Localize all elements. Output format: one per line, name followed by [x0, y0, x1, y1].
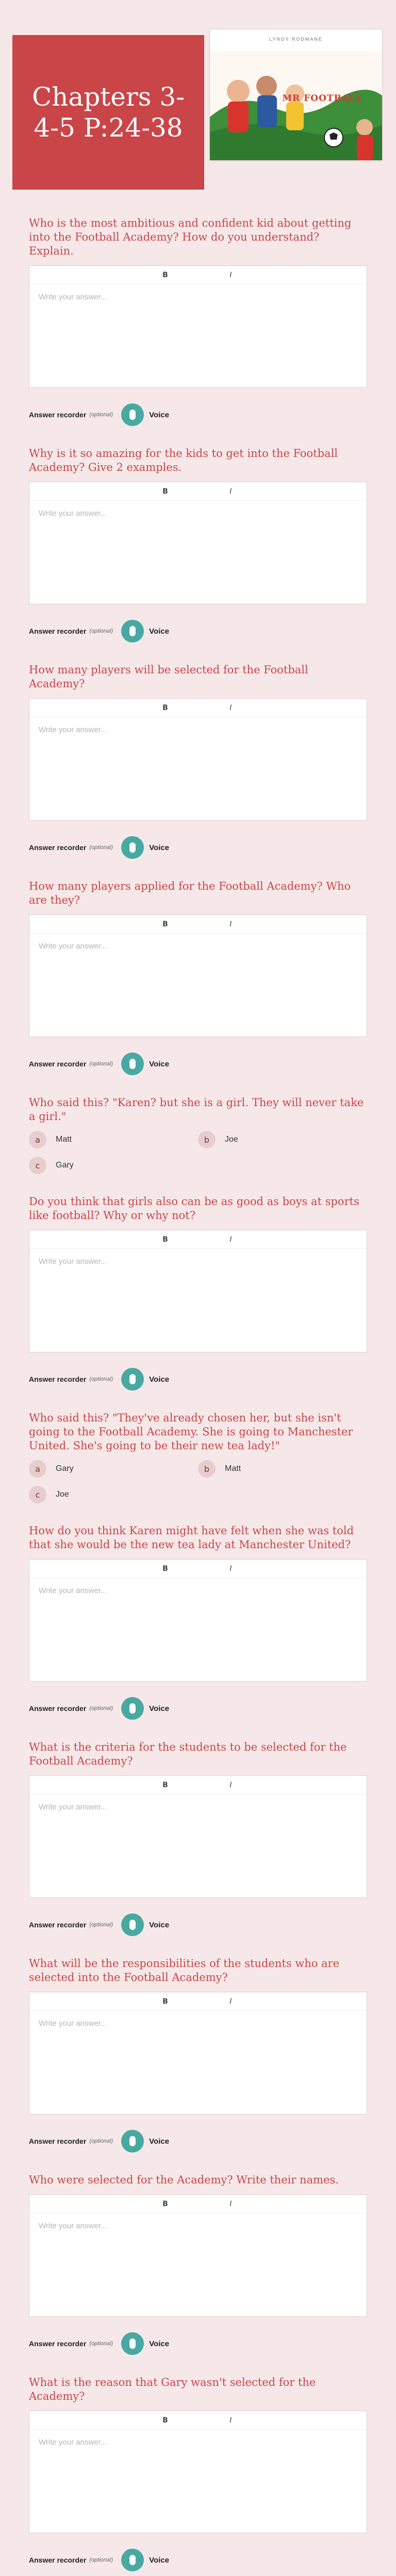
choice-option[interactable] — [29, 1460, 198, 1478]
mic-glyph — [129, 842, 136, 853]
choice-letter: b — [198, 1131, 216, 1148]
recorder-label: Answer recorder — [29, 627, 87, 635]
microphone-icon[interactable] — [121, 2332, 144, 2355]
choice-letter: a — [29, 1460, 46, 1478]
bold-button[interactable]: B — [162, 487, 168, 496]
bold-button[interactable]: B — [162, 2199, 168, 2208]
answer-input[interactable]: Write your answer... — [39, 1803, 107, 1811]
italic-button[interactable]: I — [229, 1997, 232, 2006]
question-text: Why is it so amazing for the kids to get into the Football Academy? Give 2 examples. — [29, 447, 338, 473]
voice-label: Voice — [149, 843, 170, 852]
answer-editor — [29, 1992, 367, 2114]
question-text: How many players applied for the Football Academy? Who are they? — [29, 880, 351, 906]
worksheet-header — [0, 0, 396, 206]
choice-letter: c — [29, 1486, 46, 1503]
voice-label: Voice — [149, 1059, 170, 1069]
answer-editor — [29, 698, 367, 821]
answer-recorder — [29, 1913, 367, 1936]
question-5 — [29, 1096, 367, 1174]
answer-editor — [29, 2194, 367, 2317]
mic-glyph — [129, 1703, 136, 1714]
question-list — [29, 216, 367, 2576]
editor-toolbar — [29, 482, 367, 501]
italic-button[interactable]: I — [229, 487, 232, 496]
mic-glyph — [129, 2338, 136, 2349]
bold-button[interactable]: B — [162, 1564, 168, 1573]
choice-letter: b — [198, 1460, 216, 1478]
italic-button[interactable]: I — [229, 1235, 232, 1244]
editor-toolbar — [29, 699, 367, 717]
italic-button[interactable]: I — [229, 1564, 232, 1573]
choice-letter: c — [29, 1157, 46, 1174]
recorder-optional-label: (optional) — [89, 1922, 113, 1928]
bold-button[interactable]: B — [162, 1997, 168, 2006]
question-4 — [29, 879, 367, 1075]
question-11 — [29, 2173, 367, 2355]
recorder-optional-label: (optional) — [89, 628, 113, 634]
choice-label: Matt — [56, 1135, 72, 1144]
microphone-icon[interactable] — [121, 836, 144, 859]
bold-button[interactable]: B — [162, 1781, 168, 1789]
italic-button[interactable]: I — [229, 2199, 232, 2208]
bold-button[interactable]: B — [162, 703, 168, 712]
question-3 — [29, 663, 367, 859]
bold-button[interactable]: B — [162, 920, 168, 928]
choice-option[interactable] — [29, 1131, 198, 1148]
answer-editor — [29, 265, 367, 388]
microphone-icon[interactable] — [121, 403, 144, 426]
editor-toolbar — [29, 915, 367, 934]
voice-label: Voice — [149, 2137, 170, 2146]
mic-glyph — [129, 626, 136, 636]
answer-recorder — [29, 403, 367, 426]
question-text: Do you think that girls also can be as good as boys at sports like football? Why or why not? — [29, 1195, 359, 1222]
mic-glyph — [129, 2555, 136, 2565]
voice-label: Voice — [149, 1375, 170, 1384]
recorder-label: Answer recorder — [29, 2556, 87, 2564]
recorder-label: Answer recorder — [29, 1921, 87, 1929]
choice-label: Joe — [56, 1490, 69, 1499]
answer-editor — [29, 2411, 367, 2533]
answer-recorder — [29, 2332, 367, 2355]
worksheet-title: Chapters 3-4-5 P:24-38 — [31, 82, 185, 143]
choice-options — [29, 1460, 367, 1503]
voice-label: Voice — [149, 1920, 170, 1929]
microphone-icon[interactable] — [121, 1697, 144, 1720]
voice-label: Voice — [149, 2339, 170, 2348]
choice-label: Gary — [56, 1464, 74, 1473]
choice-option[interactable] — [198, 1131, 367, 1148]
choice-options — [29, 1131, 367, 1174]
italic-button[interactable]: I — [229, 703, 232, 712]
recorder-label: Answer recorder — [29, 2137, 87, 2145]
recorder-optional-label: (optional) — [89, 412, 113, 418]
answer-input[interactable]: Write your answer... — [39, 509, 107, 518]
answer-input[interactable]: Write your answer... — [39, 293, 107, 301]
editor-toolbar — [29, 1992, 367, 2011]
choice-label: Gary — [56, 1161, 74, 1170]
voice-label: Voice — [149, 410, 170, 419]
question-6 — [29, 1195, 367, 1391]
answer-recorder — [29, 2130, 367, 2153]
question-text: Who said this? "They've already chosen her, but she isn't going to the Football Academy. She is going to Manchester United. She's going to be their new tea lady!" — [29, 1412, 353, 1452]
answer-input[interactable]: Write your answer... — [39, 1257, 107, 1266]
recorder-optional-label: (optional) — [89, 1061, 113, 1067]
recorder-optional-label: (optional) — [89, 844, 113, 851]
answer-input[interactable]: Write your answer... — [39, 2019, 107, 2028]
answer-editor — [29, 914, 367, 1037]
question-1 — [29, 216, 367, 426]
microphone-icon[interactable] — [121, 1913, 144, 1936]
book-cover-image — [209, 29, 383, 161]
answer-recorder — [29, 1053, 367, 1075]
choice-label: Matt — [225, 1464, 241, 1473]
recorder-optional-label: (optional) — [89, 1705, 113, 1711]
editor-toolbar — [29, 2411, 367, 2430]
question-7 — [29, 1411, 367, 1503]
question-8 — [29, 1524, 367, 1720]
bold-button[interactable]: B — [162, 1235, 168, 1244]
question-2 — [29, 447, 367, 642]
answer-input[interactable]: Write your answer... — [39, 725, 107, 734]
cover-title: MR FOOTBALL — [282, 93, 362, 104]
mic-glyph — [129, 410, 136, 420]
cover-author: LYNDY RODMANE — [269, 37, 323, 42]
italic-button[interactable]: I — [229, 270, 232, 279]
italic-button[interactable]: I — [229, 1781, 232, 1789]
answer-editor — [29, 1775, 367, 1898]
answer-editor — [29, 482, 367, 604]
recorder-label: Answer recorder — [29, 2340, 87, 2348]
recorder-optional-label: (optional) — [89, 1376, 113, 1382]
microphone-icon[interactable] — [121, 620, 144, 642]
question-text: Who is the most ambitious and confident kid about getting into the Football Academy? How do you understand? Explain. — [29, 217, 352, 257]
recorder-optional-label: (optional) — [89, 2341, 113, 2347]
recorder-label: Answer recorder — [29, 1375, 87, 1383]
answer-recorder — [29, 836, 367, 859]
microphone-icon[interactable] — [121, 2549, 144, 2571]
answer-input[interactable]: Write your answer... — [39, 2222, 107, 2230]
voice-label: Voice — [149, 626, 170, 636]
recorder-label: Answer recorder — [29, 1060, 87, 1068]
mic-glyph — [129, 1920, 136, 1930]
choice-option[interactable] — [29, 1486, 198, 1503]
answer-editor — [29, 1230, 367, 1352]
answer-recorder — [29, 1697, 367, 1720]
question-10 — [29, 1957, 367, 2153]
recorder-label: Answer recorder — [29, 843, 87, 852]
answer-input[interactable]: Write your answer... — [39, 1586, 107, 1595]
recorder-label: Answer recorder — [29, 1704, 87, 1713]
question-12 — [29, 2376, 367, 2571]
question-text: What is the reason that Gary wasn't selected for the Academy? — [29, 2376, 316, 2402]
recorder-optional-label: (optional) — [89, 2138, 113, 2144]
choice-option[interactable] — [29, 1157, 198, 1174]
answer-recorder — [29, 1368, 367, 1391]
question-text: What is the criteria for the students to be selected for the Football Academy? — [29, 1741, 347, 1767]
answer-editor — [29, 1559, 367, 1682]
question-text: How do you think Karen might have felt when she was told that she would be the new tea lady at Manchester United? — [29, 1524, 354, 1551]
choice-option[interactable] — [198, 1460, 367, 1478]
microphone-icon[interactable] — [121, 1368, 144, 1391]
mic-glyph — [129, 1059, 136, 1069]
question-text: How many players will be selected for the Football Academy? — [29, 664, 308, 690]
choice-label: Joe — [225, 1135, 238, 1144]
italic-button[interactable]: I — [229, 2416, 232, 2425]
recorder-optional-label: (optional) — [89, 2557, 113, 2563]
editor-toolbar — [29, 1230, 367, 1249]
question-text: Who said this? "Karen? but she is a girl. They will never take a girl." — [29, 1096, 364, 1123]
mic-glyph — [129, 2136, 136, 2146]
question-text: Who were selected for the Academy? Write their names. — [29, 2174, 339, 2186]
voice-label: Voice — [149, 1704, 170, 1713]
answer-recorder — [29, 620, 367, 642]
editor-toolbar — [29, 266, 367, 284]
bold-button[interactable]: B — [162, 2416, 168, 2425]
answer-recorder — [29, 2549, 367, 2571]
mic-glyph — [129, 1374, 136, 1384]
editor-toolbar — [29, 1776, 367, 1794]
title-box — [12, 35, 204, 190]
bold-button[interactable]: B — [162, 270, 168, 279]
italic-button[interactable]: I — [229, 920, 232, 928]
question-9 — [29, 1740, 367, 1936]
choice-letter: a — [29, 1131, 46, 1148]
editor-toolbar — [29, 2195, 367, 2213]
question-text: What will be the responsibilities of the students who are selected into the Football Academy? — [29, 1957, 340, 1984]
microphone-icon[interactable] — [121, 2130, 144, 2153]
answer-input[interactable]: Write your answer... — [39, 2438, 107, 2447]
recorder-label: Answer recorder — [29, 411, 87, 419]
microphone-icon[interactable] — [121, 1053, 144, 1075]
answer-input[interactable]: Write your answer... — [39, 942, 107, 951]
voice-label: Voice — [149, 2555, 170, 2565]
editor-toolbar — [29, 1560, 367, 1578]
